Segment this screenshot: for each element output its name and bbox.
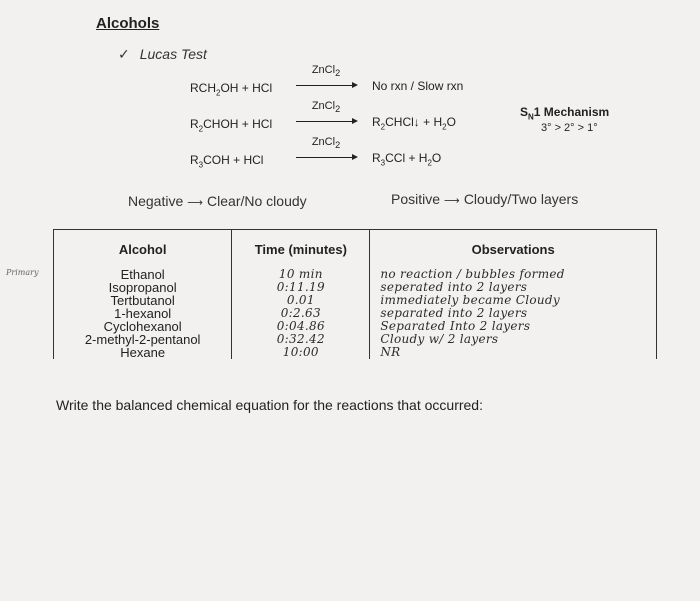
reaction-3-product: $R_3CCl + H_2O$ bbox=[372, 151, 442, 168]
observation-text: no reaction / bubbles formed bbox=[370, 268, 657, 281]
observation-text: Separated Into 2 layers bbox=[370, 320, 657, 333]
negative-label: Negative bbox=[128, 193, 184, 209]
mechanism-order: 3° > 2° > 1° bbox=[541, 122, 598, 134]
reaction-1-catalyst: ZnCl$_2$ bbox=[311, 64, 341, 79]
alcohol-name: 2-methyl-2-pentanol bbox=[54, 333, 232, 346]
test-name: Lucas Test bbox=[139, 46, 207, 62]
negative-text: Clear/No cloudy bbox=[207, 193, 307, 209]
time-value: 0:2.63 bbox=[232, 307, 370, 320]
table-header-row bbox=[54, 230, 657, 269]
reaction-3-arrow bbox=[296, 157, 356, 158]
table-body bbox=[54, 268, 657, 359]
time-value: 0:04.86 bbox=[232, 320, 370, 333]
reaction-1-reactant: $RCH_2OH$ + HCl bbox=[190, 81, 273, 98]
positive-text: Cloudy/Two layers bbox=[463, 191, 579, 207]
reaction-3-catalyst: ZnCl$_2$ bbox=[311, 136, 341, 151]
header-time: Time (minutes) bbox=[232, 230, 370, 269]
arrow-right-icon: ⟶ bbox=[187, 197, 204, 209]
check-icon: ✓ bbox=[118, 46, 130, 62]
reaction-3-reactant: $R_3COH$ + HCl bbox=[190, 153, 264, 170]
positive-label: Positive bbox=[391, 191, 441, 207]
observation-text: NR bbox=[370, 346, 657, 359]
reaction-2-product: $R_2CHCl↓ + H_2O$ bbox=[372, 115, 456, 132]
time-value: 0.01 bbox=[232, 294, 370, 307]
reaction-2-arrow bbox=[296, 121, 356, 122]
header-alcohol: Alcohol bbox=[54, 230, 232, 269]
time-value: 10 min bbox=[232, 268, 370, 281]
positive-result bbox=[391, 191, 578, 207]
alcohol-name: Tertbutanol bbox=[54, 294, 232, 307]
time-value: 0:11.19 bbox=[232, 281, 370, 294]
alcohol-name: Ethanol bbox=[54, 268, 232, 281]
arrow-right-icon: ⟶ bbox=[444, 195, 460, 207]
question-prompt: Write the balanced chemical equation for the reactions that occurred: bbox=[56, 397, 483, 413]
observation-text: Cloudy w/ 2 layers bbox=[370, 333, 657, 346]
mechanism-label: $S_N1$ Mechanism bbox=[520, 105, 610, 122]
time-value: 0:32.42 bbox=[232, 333, 370, 346]
results-table bbox=[53, 229, 657, 359]
reaction-1-product: No rxn / Slow rxn bbox=[372, 79, 464, 93]
alcohol-name: Cyclohexanol bbox=[54, 320, 232, 333]
margin-note: Primary bbox=[6, 268, 39, 277]
table-row bbox=[54, 346, 657, 359]
reaction-2-catalyst: ZnCl$_2$ bbox=[311, 100, 341, 115]
alcohol-name: Hexane bbox=[54, 346, 232, 359]
observation-text: separated into 2 layers bbox=[370, 307, 657, 320]
header-observations: Observations bbox=[370, 230, 657, 269]
page-title: Alcohols bbox=[96, 15, 160, 32]
reaction-1-arrow bbox=[296, 85, 356, 86]
observation-text: immediately became Cloudy bbox=[370, 294, 657, 307]
lucas-test-heading bbox=[118, 46, 207, 63]
observation-text: seperated into 2 layers bbox=[370, 281, 657, 294]
alcohol-name: Isopropanol bbox=[54, 281, 232, 294]
alcohol-name: 1-hexanol bbox=[54, 307, 232, 320]
time-value: 10:00 bbox=[232, 346, 370, 359]
negative-result bbox=[128, 193, 307, 209]
reaction-2-reactant: $R_2CHOH$ + HCl bbox=[190, 117, 273, 134]
